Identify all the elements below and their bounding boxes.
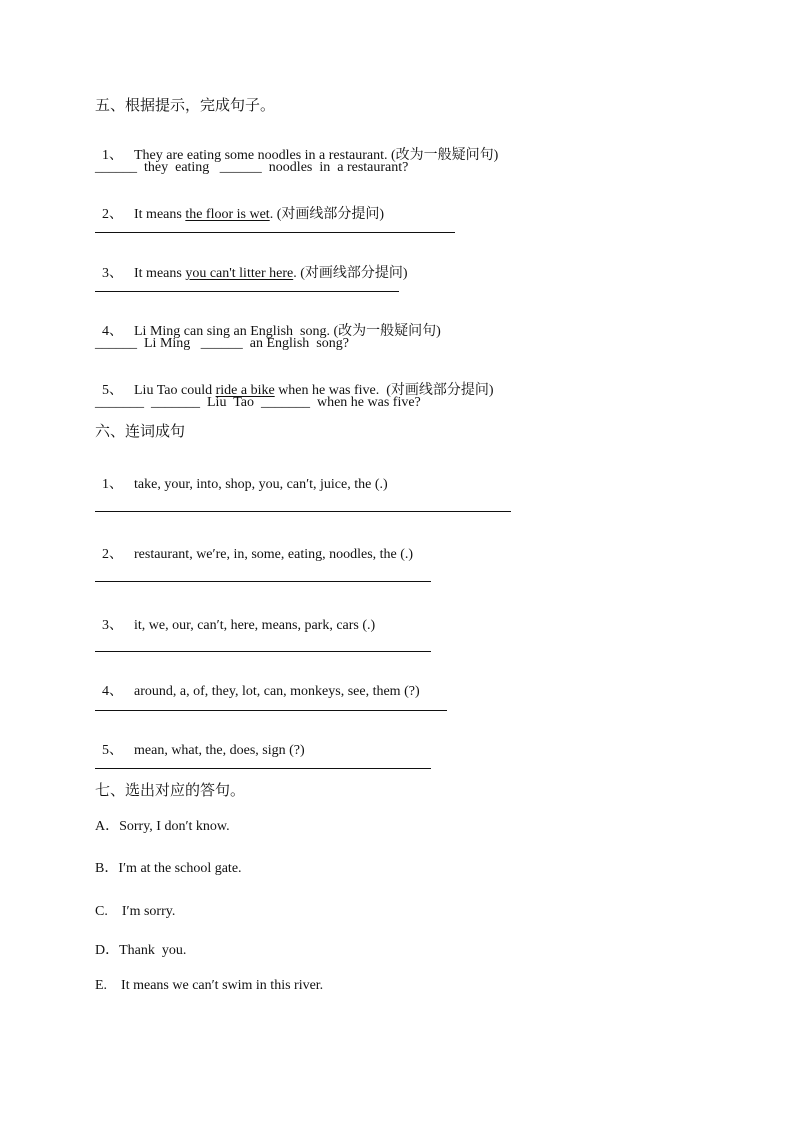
s6-q1-num: 1、 bbox=[102, 477, 123, 492]
s6-q5-text: mean, what, the, does, sign (?) bbox=[134, 743, 305, 758]
s5-q2-underlined: the floor is wet bbox=[185, 207, 270, 222]
option-c: C. I′m sorry. bbox=[95, 904, 176, 919]
s6-q1 bbox=[95, 458, 388, 494]
s6-q3-answer-line[interactable] bbox=[95, 651, 431, 652]
s5-q2-pre: It means bbox=[134, 207, 186, 222]
s6-q3-num: 3、 bbox=[102, 618, 123, 633]
s6-q5-answer-line[interactable] bbox=[95, 768, 431, 769]
s6-q2 bbox=[95, 528, 413, 564]
s5-q5-num: 5、 bbox=[102, 383, 123, 398]
s5-q4-text: Li Ming can sing an English song. bbox=[134, 324, 330, 339]
s5-q5-answer[interactable]: _______ _______ Liu Tao _______ when he was five? bbox=[95, 395, 421, 410]
s6-q5 bbox=[95, 724, 305, 760]
s6-q2-answer-line[interactable] bbox=[95, 581, 431, 582]
s6-q3 bbox=[95, 599, 375, 635]
s5-q4-note: (改为一般疑问句) bbox=[330, 324, 441, 339]
s6-q4-answer-line[interactable] bbox=[95, 710, 447, 711]
s5-q2-post: . (对画线部分提问) bbox=[269, 207, 385, 222]
s5-q3-underlined: you can't litter here bbox=[185, 266, 294, 281]
s6-q1-text: take, your, into, shop, you, can′t, juice, the (.) bbox=[134, 477, 388, 492]
s6-q2-num: 2、 bbox=[102, 547, 123, 562]
s5-q2-num: 2、 bbox=[102, 207, 123, 222]
s5-q2 bbox=[95, 188, 384, 224]
option-e: E. It means we can′t swim in this river. bbox=[95, 978, 324, 993]
s6-q5-num: 5、 bbox=[102, 743, 123, 758]
s5-q5-pre: Liu Tao could bbox=[134, 383, 216, 398]
s5-q3-post: . (对画线部分提问) bbox=[293, 266, 408, 281]
s6-q4-text: around, a, of, they, lot, can, monkeys, see, them (?) bbox=[134, 684, 420, 699]
s5-q1-text: They are eating some noodles in a restaurant. bbox=[134, 148, 388, 163]
section6-title: 六、连词成句 bbox=[95, 424, 186, 440]
option-d: D．Thank you. bbox=[95, 943, 187, 958]
s5-q1-num: 1、 bbox=[102, 148, 123, 163]
s5-q4-num: 4、 bbox=[102, 324, 123, 339]
s6-q4-num: 4、 bbox=[102, 684, 123, 699]
s6-q2-text: restaurant, we′re, in, some, eating, noodles, the (.) bbox=[134, 547, 414, 562]
s5-q4-answer[interactable]: ______ Li Ming ______ an English song? bbox=[95, 336, 349, 351]
s5-q5-underlined: ride a bike bbox=[215, 383, 275, 398]
s5-q1-note: (改为一般疑问句) bbox=[387, 148, 499, 163]
section7-title: 七、选出对应的答句。 bbox=[95, 783, 246, 799]
s5-q3-pre: It means bbox=[134, 266, 186, 281]
option-a: A．Sorry, I don′t know. bbox=[95, 819, 230, 834]
s5-q5-post: when he was five. (对画线部分提问) bbox=[274, 383, 494, 398]
s5-q2-answer-line[interactable] bbox=[95, 232, 455, 233]
s5-q3-answer-line[interactable] bbox=[95, 291, 399, 292]
section5-title: 五、根据提示，完成句子。 bbox=[95, 98, 276, 114]
s6-q1-answer-line[interactable] bbox=[95, 511, 511, 512]
option-b: B．I′m at the school gate. bbox=[95, 861, 242, 876]
s6-q4 bbox=[95, 665, 420, 701]
s5-q3-num: 3、 bbox=[102, 266, 123, 281]
s6-q3-text: it, we, our, can′t, here, means, park, cars (.) bbox=[134, 618, 376, 633]
s5-q1-answer[interactable]: ______ they eating ______ noodles in a restaurant? bbox=[95, 160, 409, 175]
s5-q3 bbox=[95, 247, 408, 283]
